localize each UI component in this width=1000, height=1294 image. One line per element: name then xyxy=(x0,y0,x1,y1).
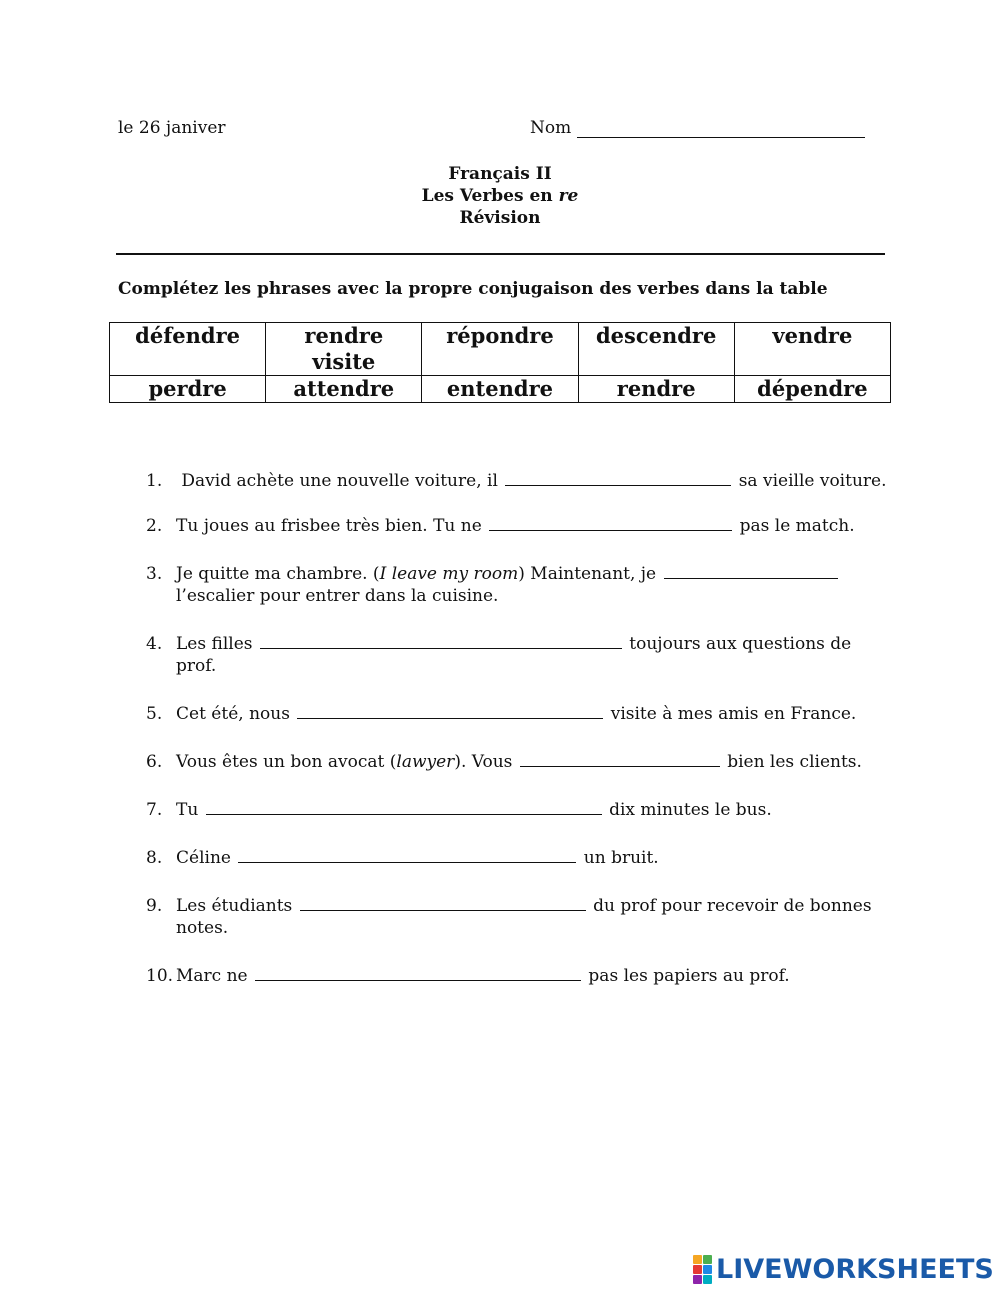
question-6: 6. Vous êtes un bon avocat (lawyer). Vous bien les clients. xyxy=(146,752,862,772)
answer-blank-5[interactable] xyxy=(297,703,603,719)
verb-cell: entendre xyxy=(422,376,578,403)
answer-blank-4[interactable] xyxy=(260,633,622,649)
name-field xyxy=(530,118,865,138)
liveworksheets-logo xyxy=(693,1254,994,1285)
logo-icon xyxy=(693,1255,712,1284)
verb-cell: dépendre xyxy=(734,376,890,403)
question-2: 2. Tu joues au frisbee très bien. Tu ne pas le match. xyxy=(146,516,855,536)
question-3: 3. Je quitte ma chambre. (I leave my room) Maintenant, je l’escalier pour entrer dans la cuisine. xyxy=(146,563,906,607)
answer-blank-8[interactable] xyxy=(238,847,576,863)
divider xyxy=(116,253,885,255)
name-label: Nom xyxy=(530,118,572,138)
answer-blank-3[interactable] xyxy=(664,563,838,579)
verb-row-2 xyxy=(110,376,891,403)
question-9: 9. Les étudiants du prof pour recevoir de bonnes notes. xyxy=(146,896,872,938)
logo-text: LIVEWORKSHEETS xyxy=(716,1254,994,1285)
question-1: 1. David achète une nouvelle voiture, il sa vieille voiture. xyxy=(146,471,887,491)
answer-blank-9[interactable] xyxy=(300,895,586,911)
verb-cell: défendre xyxy=(110,323,266,376)
review-title: Révision xyxy=(459,208,541,228)
question-10: 10. Marc ne pas les papiers au prof. xyxy=(146,966,790,986)
verb-cell: vendre xyxy=(734,323,890,376)
verb-cell: attendre xyxy=(266,376,422,403)
answer-blank-7[interactable] xyxy=(206,799,602,815)
question-7: 7. Tu dix minutes le bus. xyxy=(146,800,772,820)
verb-cell: rendre xyxy=(578,376,734,403)
answer-blank-6[interactable] xyxy=(520,751,720,767)
title-block xyxy=(0,163,1000,229)
instructions: Complétez les phrases avec la propre conjugaison des verbes dans la table xyxy=(118,279,828,299)
name-input-line[interactable] xyxy=(577,121,865,138)
answer-blank-10[interactable] xyxy=(255,965,581,981)
topic-title: Les Verbes en re xyxy=(421,186,579,206)
date: le 26 janiver xyxy=(118,118,226,138)
question-5: 5. Cet été, nous visite à mes amis en France. xyxy=(146,704,857,724)
answer-blank-2[interactable] xyxy=(489,515,732,531)
course-title: Français II xyxy=(448,164,552,184)
verb-row-1 xyxy=(110,323,891,376)
verb-cell: descendre xyxy=(578,323,734,376)
verb-cell: perdre xyxy=(110,376,266,403)
verb-table xyxy=(109,322,891,403)
verb-cell: rendre visite xyxy=(266,323,422,376)
verb-cell: répondre xyxy=(422,323,578,376)
question-4: 4. Les filles toujours aux questions de prof. xyxy=(146,634,852,676)
question-8: 8. Céline un bruit. xyxy=(146,848,659,868)
answer-blank-1[interactable] xyxy=(505,470,731,486)
